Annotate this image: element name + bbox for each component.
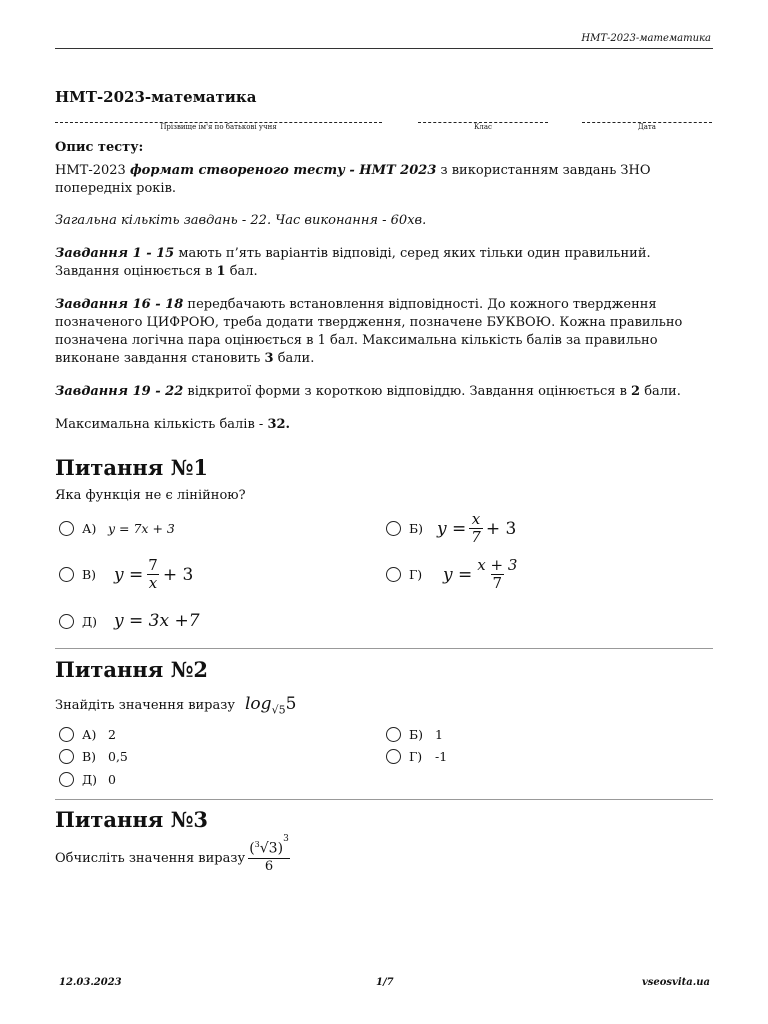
question-divider bbox=[55, 799, 713, 800]
q1-option-a[interactable]: А) y = 7x + 3 bbox=[59, 521, 175, 536]
q2-option-g[interactable]: Г) -1 bbox=[386, 749, 447, 764]
question-3-text: Обчисліть значення виразу bbox=[55, 851, 246, 866]
date-caption: Дата bbox=[638, 123, 656, 131]
running-header: НМТ-2023-математика bbox=[581, 33, 711, 44]
header-divider bbox=[55, 48, 713, 49]
radio-button[interactable] bbox=[386, 749, 401, 764]
description-paragraph-4: Завдання 16 - 18 передбачають встановлення відповідності. До кожного твердження позначеного ЦИФРОЮ, треба додати твердження, позначене БУКВОЮ. Кожна правильно позначена логічна пара оцінюється в 1 бал. Максимальна кількість балів за правильно виконане завдання становить 3 бали. bbox=[55, 297, 683, 366]
date-field bbox=[582, 122, 712, 131]
description-paragraph-1: НМТ-2023 формат створеного тесту - НМТ 2023 з використанням завдань ЗНО попередніх років. bbox=[55, 163, 651, 196]
radio-button[interactable] bbox=[386, 567, 401, 582]
formula: y = $\frac{x + 3}{7}$ bbox=[443, 556, 518, 592]
q2-option-b[interactable]: Б) 1 bbox=[386, 727, 443, 742]
class-field bbox=[418, 122, 548, 131]
description-paragraph-6: Максимальна кількість балів - 32. bbox=[55, 417, 291, 432]
radio-button[interactable] bbox=[59, 521, 74, 536]
question-2-title: Питання №2 bbox=[55, 657, 209, 682]
class-caption: Клас bbox=[474, 123, 492, 131]
student-name-caption: Прізвище ім'я по батькові учня bbox=[160, 123, 277, 131]
radio-button[interactable] bbox=[386, 727, 401, 742]
q1-option-g[interactable]: Г) y = $\frac{x + 3}{7}$ bbox=[386, 557, 522, 592]
q2-option-v[interactable]: В) 0,5 bbox=[59, 749, 128, 764]
q1-option-d[interactable]: Д) y = 3x +7 bbox=[59, 611, 200, 631]
root-expression: $(^3√3)^3$ 6 bbox=[249, 834, 289, 874]
formula: y = $\frac{x}{7}$ + 3 bbox=[437, 510, 517, 546]
radio-button[interactable] bbox=[59, 772, 74, 787]
footer-date: 12.03.2023 bbox=[59, 977, 122, 988]
radio-button[interactable] bbox=[59, 567, 74, 582]
description-paragraph-3: Завдання 1 - 15 мають п’ять варіантів відповіді, серед яких тільки один правильний. Завдання оцінюється в 1 бал. bbox=[55, 246, 651, 279]
question-divider bbox=[55, 648, 713, 649]
question-1-title: Питання №1 bbox=[55, 455, 209, 480]
description-paragraph-2: Загальна кількіть завдань - 22. Час виконання - 60хв. bbox=[55, 213, 427, 228]
question-3-title: Питання №3 bbox=[55, 807, 209, 832]
description-paragraph-5: Завдання 19 - 22 відкритої форми з короткою відповіддю. Завдання оцінюється в 2 бали. bbox=[55, 384, 681, 399]
radio-button[interactable] bbox=[59, 749, 74, 764]
student-name-field bbox=[55, 122, 382, 131]
question-1-text: Яка функція не є лінійною? bbox=[55, 488, 246, 503]
radio-button[interactable] bbox=[59, 614, 74, 629]
radio-button[interactable] bbox=[59, 727, 74, 742]
q2-option-a[interactable]: А) 2 bbox=[59, 727, 116, 742]
question-2-text: Знайдіть значення виразу $\log_{√5}5$ bbox=[55, 694, 297, 717]
q1-option-v[interactable]: В) y = $\frac{7}{x}$ + 3 bbox=[59, 557, 193, 592]
description-heading: Опис тесту: bbox=[55, 140, 144, 155]
document-title: НМТ-2023-математика bbox=[55, 88, 257, 106]
footer-site: vseosvita.ua bbox=[641, 977, 710, 988]
footer-page-number: 1/7 bbox=[376, 977, 394, 988]
q1-option-b[interactable]: Б) y = $\frac{x}{7}$ + 3 bbox=[386, 511, 516, 546]
q2-option-d[interactable]: Д) 0 bbox=[59, 772, 116, 787]
formula: y = $\frac{7}{x}$ + 3 bbox=[114, 556, 194, 592]
radio-button[interactable] bbox=[386, 521, 401, 536]
log-expression: $\log_{√5}5$ bbox=[245, 694, 297, 717]
